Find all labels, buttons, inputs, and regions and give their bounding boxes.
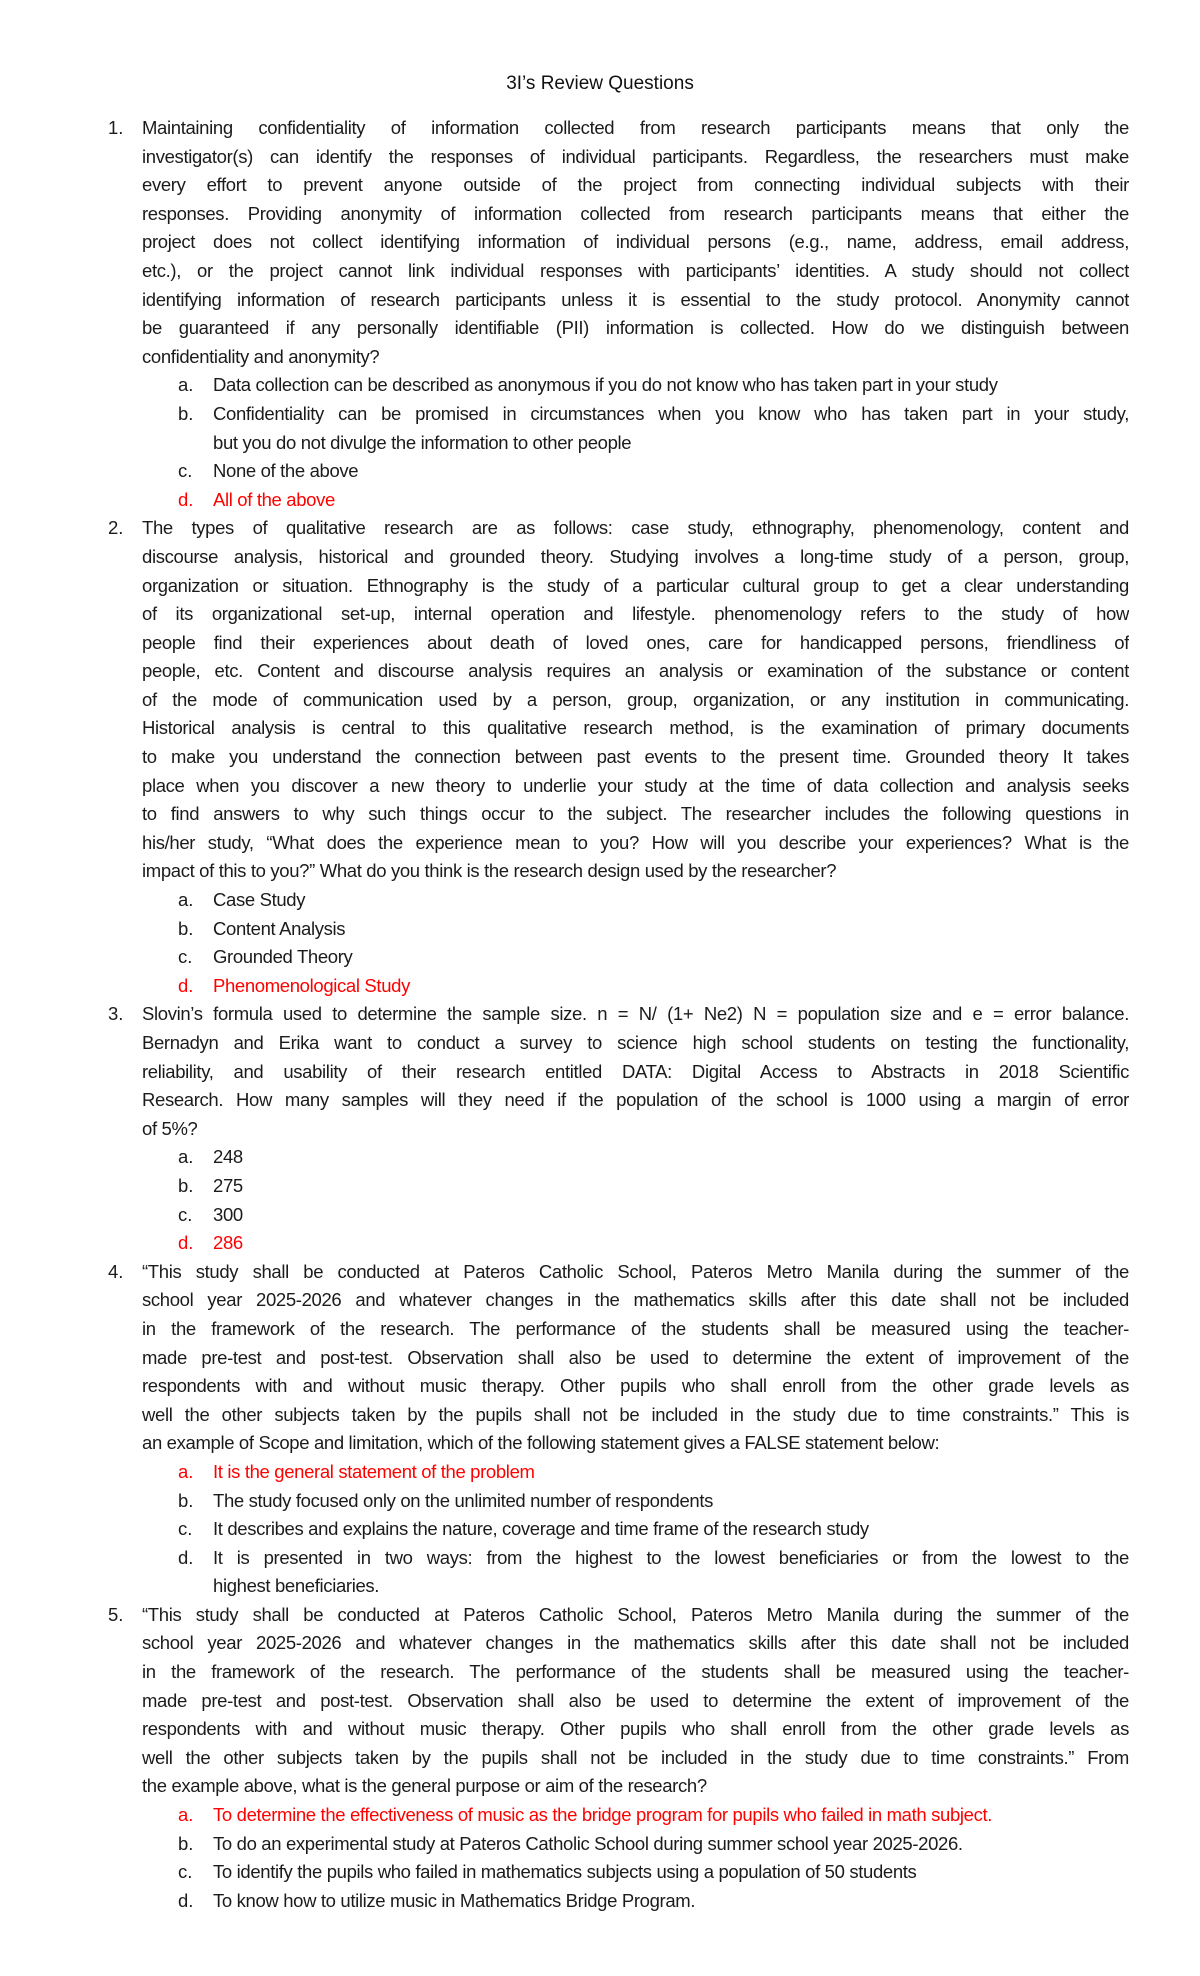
question-1	[0, 114, 1200, 514]
question-text-line: people find their experiences about death of loved ones, care for handicapped persons, friendliness of	[142, 631, 1129, 653]
answer-option-continuation	[0, 429, 1200, 458]
answer-option-d	[0, 1229, 1200, 1258]
option-text: Content Analysis	[213, 917, 346, 939]
option-letter: a.	[178, 1146, 194, 1168]
answer-option-c	[0, 1858, 1200, 1887]
question-text-line: etc.), or the project cannot link individual responses with participants’ identities. A study should not collect	[142, 259, 1129, 281]
question-text-line: school year 2025-2026 and whatever changes in the mathematics skills after this date shall not be included	[142, 1632, 1129, 1654]
question-text-line: organization or situation. Ethnography is the study of a particular cultural group to get a clear understanding	[142, 574, 1129, 596]
answer-option-b	[0, 1487, 1200, 1516]
answer-option-c	[0, 457, 1200, 486]
answer-option-a	[0, 1143, 1200, 1172]
option-text: highest beneficiaries.	[213, 1575, 380, 1597]
question-4	[0, 1258, 1200, 1601]
answer-option-c	[0, 943, 1200, 972]
question-text-line: made pre-test and post-test. Observation shall also be used to determine the extent of improvement of the	[142, 1689, 1129, 1711]
answer-option-a	[0, 886, 1200, 915]
option-letter: c.	[178, 1518, 193, 1540]
option-letter: b.	[178, 917, 194, 939]
question-3	[0, 1000, 1200, 1257]
answer-option-d	[0, 972, 1200, 1001]
option-text: All of the above	[213, 488, 335, 510]
option-text: To do an experimental study at Pateros Catholic School during summer school year 2025-2026.	[213, 1832, 963, 1854]
option-letter: b.	[178, 1489, 194, 1511]
answer-option-c	[0, 1515, 1200, 1544]
question-text-line: an example of Scope and limitation, which of the following statement gives a FALSE statement below:	[142, 1432, 940, 1454]
option-text: Data collection can be described as anonymous if you do not know who has taken part in your study	[213, 374, 998, 396]
question-2	[0, 514, 1200, 1000]
option-letter: a.	[178, 1460, 194, 1482]
question-list	[0, 114, 1200, 1915]
answer-option-a	[0, 371, 1200, 400]
question-text-line: responses. Providing anonymity of information collected from research participants means that either the	[142, 202, 1129, 224]
option-letter: a.	[178, 1804, 194, 1826]
option-letter: c.	[178, 946, 193, 968]
question-text-line: in the framework of the research. The performance of the students shall be measured using the teacher-	[142, 1661, 1129, 1683]
option-text: 275	[213, 1174, 243, 1196]
answer-option-b	[0, 1172, 1200, 1201]
option-letter: d.	[178, 488, 194, 510]
option-letter: d.	[178, 1546, 194, 1568]
option-text: Phenomenological Study	[213, 974, 410, 996]
option-text: Confidentiality can be promised in circumstances when you know who has taken part in your study,	[213, 402, 1129, 424]
question-5	[0, 1601, 1200, 1916]
answer-option-d	[0, 1887, 1200, 1916]
question-text-line: respondents with and without music therapy. Other pupils who shall enroll from the other grade levels as	[142, 1718, 1129, 1740]
option-text: 300	[213, 1203, 243, 1225]
question-text-line: of 5%?	[142, 1117, 198, 1139]
question-text-line: impact of this to you?” What do you think is the research design used by the researcher?	[142, 860, 837, 882]
option-letter: b.	[178, 1174, 194, 1196]
option-text: None of the above	[213, 460, 359, 482]
question-text-line: Maintaining confidentiality of information collected from research participants means that only the	[142, 117, 1129, 138]
question-text-line: of the mode of communication used by a person, group, organization, or any institution in communicating.	[142, 688, 1129, 710]
question-text-line: Historical analysis is central to this qualitative research method, is the examination of primary documents	[142, 717, 1129, 739]
option-text: It is presented in two ways: from the highest to the lowest beneficiaries or from the lowest to the	[213, 1546, 1129, 1568]
option-text: To identify the pupils who failed in mathematics subjects using a population of 50 students	[213, 1861, 917, 1883]
answer-option-continuation	[0, 1572, 1200, 1601]
answer-option-d	[0, 486, 1200, 515]
answer-option-b	[0, 915, 1200, 944]
question-text-line: every effort to prevent anyone outside of the project from connecting individual subjects with their	[142, 174, 1129, 196]
option-letter: c.	[178, 1861, 193, 1883]
option-text: 248	[213, 1146, 243, 1168]
option-text: Grounded Theory	[213, 946, 353, 968]
option-text: The study focused only on the unlimited number of respondents	[213, 1489, 714, 1511]
option-text: To determine the effectiveness of music as the bridge program for pupils who failed in math subject.	[213, 1804, 993, 1826]
answer-option-d	[0, 1544, 1200, 1573]
question-text-line: be guaranteed if any personally identifiable (PII) information is collected. How do we distinguish between	[142, 317, 1129, 339]
option-letter: a.	[178, 374, 194, 396]
option-text: To know how to utilize music in Mathematics Bridge Program.	[213, 1889, 696, 1911]
option-text: It describes and explains the nature, coverage and time frame of the research study	[213, 1518, 869, 1540]
option-text: It is the general statement of the problem	[213, 1460, 535, 1482]
question-text-line: Slovin’s formula used to determine the sample size. n = N/ (1+ Ne2) N = population size and e = error balance.	[142, 1003, 1129, 1025]
question-text-line: to find answers to why such things occur to the subject. The researcher includes the following questions in	[142, 803, 1129, 825]
answer-option-c	[0, 1201, 1200, 1230]
answer-option-a	[0, 1801, 1200, 1830]
question-text-line: people, etc. Content and discourse analysis requires an analysis or examination of the substance or content	[142, 660, 1129, 682]
question-text-line: discourse analysis, historical and grounded theory. Studying involves a long-time study of a person, group,	[142, 545, 1129, 567]
question-text-line: well the other subjects taken by the pupils shall not be included in the study due to time constraints.” This is	[142, 1403, 1129, 1425]
question-text-line: school year 2025-2026 and whatever changes in the mathematics skills after this date shall not be included	[142, 1289, 1129, 1311]
question-text-line: of its organizational set-up, internal operation and lifestyle. phenomenology refers to the study of how	[142, 603, 1129, 625]
question-text-line: “This study shall be conducted at Pateros Catholic School, Pateros Metro Manila during the summer of the	[142, 1260, 1129, 1282]
question-number: 5.	[108, 1603, 124, 1625]
option-letter: d.	[178, 1889, 194, 1911]
question-text-line: reliability, and usability of their research entitled DATA: Digital Access to Abstracts in 2018 Scientific	[142, 1060, 1129, 1082]
option-letter: d.	[178, 974, 194, 996]
option-text: Case Study	[213, 889, 306, 911]
question-text-line: in the framework of the research. The performance of the students shall be measured using the teacher-	[142, 1317, 1129, 1339]
question-text-line: the example above, what is the general purpose or aim of the research?	[142, 1775, 707, 1797]
question-number: 3.	[108, 1003, 124, 1025]
question-text-line: well the other subjects taken by the pupils shall not be included in the study due to time constraints.” From	[142, 1746, 1129, 1768]
option-text: but you do not divulge the information to other people	[213, 431, 632, 453]
question-text-line: Bernadyn and Erika want to conduct a survey to science high school students on testing the functionality,	[142, 1032, 1129, 1053]
option-text: 286	[213, 1232, 243, 1254]
question-number: 4.	[108, 1260, 124, 1282]
answer-option-b	[0, 1830, 1200, 1859]
option-letter: c.	[178, 1203, 193, 1225]
question-text-line: place when you discover a new theory to underlie your study at the time of data collection and analysis seeks	[142, 774, 1129, 796]
question-number: 1.	[108, 117, 124, 138]
question-text-line: made pre-test and post-test. Observation shall also be used to determine the extent of improvement of the	[142, 1346, 1129, 1368]
question-text-line: project does not collect identifying information of individual persons (e.g., name, address, email address,	[142, 231, 1129, 253]
document-title: 3I’s Review Questions	[506, 73, 694, 94]
option-letter: d.	[178, 1232, 194, 1254]
question-number: 2.	[108, 517, 124, 539]
answer-option-b	[0, 400, 1200, 429]
answer-option-a	[0, 1458, 1200, 1487]
option-letter: b.	[178, 1832, 194, 1854]
question-text-line: identifying information of research participants unless it is essential to the study protocol. Anonymity cannot	[142, 288, 1129, 310]
question-text-line: respondents with and without music therapy. Other pupils who shall enroll from the other grade levels as	[142, 1375, 1129, 1397]
question-text-line: investigator(s) can identify the responses of individual participants. Regardless, the researchers must make	[142, 145, 1129, 167]
question-text-line: Research. How many samples will they need if the population of the school is 1000 using a margin of error	[142, 1089, 1129, 1111]
option-letter: a.	[178, 889, 194, 911]
option-letter: b.	[178, 402, 194, 424]
option-letter: c.	[178, 460, 193, 482]
question-text-line: “This study shall be conducted at Pateros Catholic School, Pateros Metro Manila during the summer of the	[142, 1603, 1129, 1625]
question-text-line: his/her study, “What does the experience mean to you? How will you describe your experiences? What is the	[142, 831, 1129, 853]
question-text-line: The types of qualitative research are as follows: case study, ethnography, phenomenology, content and	[142, 517, 1129, 539]
question-text-line: to make you understand the connection between past events to the present time. Grounded theory It takes	[142, 746, 1129, 768]
question-text-line: confidentiality and anonymity?	[142, 345, 380, 367]
